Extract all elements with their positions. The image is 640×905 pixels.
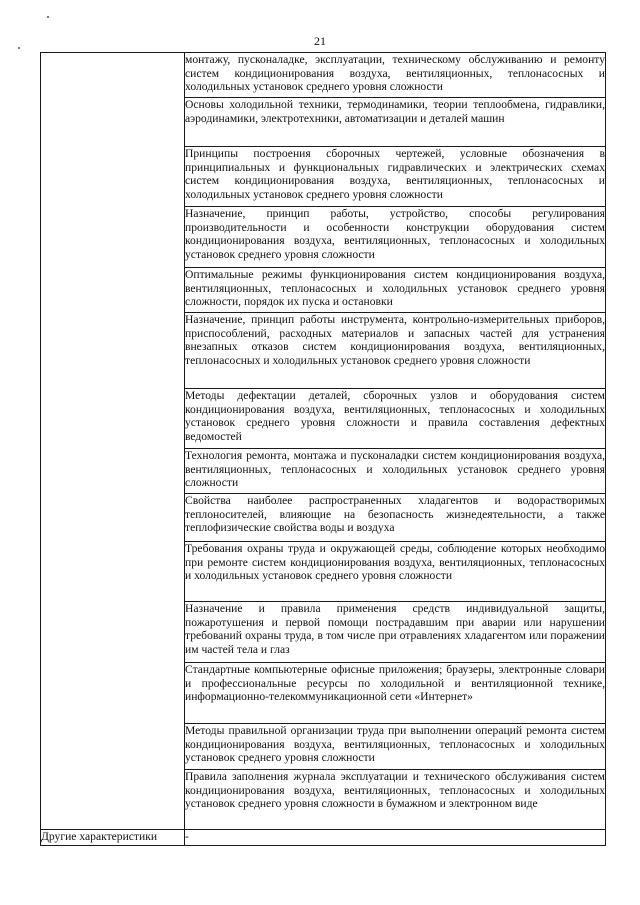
other-characteristics-label: Другие характеристики bbox=[41, 830, 185, 846]
requirement-cell: Технология ремонта, монтажа и пусконаладки систем кондиционирования воздуха, вентиляционных, теплонасосных и холодильных установок среднего уровня сложности bbox=[185, 449, 606, 494]
requirement-cell: Правила заполнения журнала эксплуатации и технического обслуживания систем кондиционирования воздуха, вентиляционных, теплонасосных и холодильных установок среднего уровня сложности в бумажном и электронном виде bbox=[185, 770, 606, 830]
requirement-cell: Методы правильной организации труда при выполнении операций ремонта систем кондиционирования воздуха, вентиляционных, теплонасосных и холодильных установок среднего уровня сложности bbox=[185, 724, 606, 770]
page-number: 21 bbox=[314, 34, 326, 48]
requirement-cell: Назначение, принцип работы, устройство, способы регулирования производительности и особенности конструкции оборудования систем кондиционирования воздуха, вентиляционных, теплонасосных и холодильных установок среднего уровня сложности bbox=[185, 207, 606, 268]
left-column-cell bbox=[41, 53, 185, 830]
table-row bbox=[41, 830, 606, 846]
requirement-cell: Назначение, принцип работы инструмента, контрольно-измерительных приборов, приспособлений, расходных материалов и запасных частей для устранения внезапных отказов систем кондиционирования воздуха, вентиляционных, теплонасосных и холодильных установок среднего уровня сложности bbox=[185, 313, 606, 389]
requirement-cell: Требования охраны труда и окружающей среды, соблюдение которых необходимо при ремонте систем кондиционирования воздуха, вентиляционных, теплонасосных и холодильных установок среднего уровня сложности bbox=[185, 542, 606, 602]
requirement-cell: Методы дефектации деталей, сборочных узлов и оборудования систем кондиционирования воздуха, вентиляционных, теплонасосных и холодильных установок среднего уровня сложности и правила составления дефектных ведомостей bbox=[185, 389, 606, 449]
requirement-cell: Назначение и правила применения средств индивидуальной защиты, пожаротушения и первой помощи пострадавшим при аварии или нарушении требований охраны труда, в том числе при отравлениях хладагентом или поражении им частей тела и глаз bbox=[185, 602, 606, 663]
table-row bbox=[41, 53, 606, 98]
requirement-cell: Основы холодильной техники, термодинамики, теории теплообмена, гидравлики, аэродинамики, электротехники, автоматизации и деталей машин bbox=[185, 98, 606, 147]
requirements-table bbox=[40, 52, 606, 846]
requirement-cell: монтажу, пусконаладке, эксплуатации, техническому обслуживанию и ремонту систем кондиционирования воздуха, вентиляционных, теплонасосных и холодильных установок среднего уровня сложности bbox=[185, 53, 606, 98]
other-characteristics-value: - bbox=[185, 830, 606, 846]
requirement-cell: Оптимальные режимы функционирования систем кондиционирования воздуха, вентиляционных, теплонасосных и холодильных установок среднего уровня сложности, порядок их пуска и остановки bbox=[185, 268, 606, 313]
requirement-cell: Стандартные компьютерные офисные приложения; браузеры, электронные словари и профессиональные ресурсы по холодильной и вентиляционной технике, информационно-телекоммуникационной сети «Интернет» bbox=[185, 663, 606, 724]
scan-speck bbox=[18, 47, 20, 49]
requirement-cell: Свойства наиболее распространенных хладагентов и водорастворимых теплоносителей, влияющие на безопасность жизнедеятельности, а также теплофизические свойства воды и воздуха bbox=[185, 494, 606, 542]
requirement-cell: Принципы построения сборочных чертежей, условные обозначения в принципиальных и функциональных гидравлических и электрических схемах систем кондиционирования воздуха, вентиляционных, теплонасосных и холодильных установок среднего уровня сложности bbox=[185, 147, 606, 207]
scan-speck bbox=[47, 16, 49, 18]
